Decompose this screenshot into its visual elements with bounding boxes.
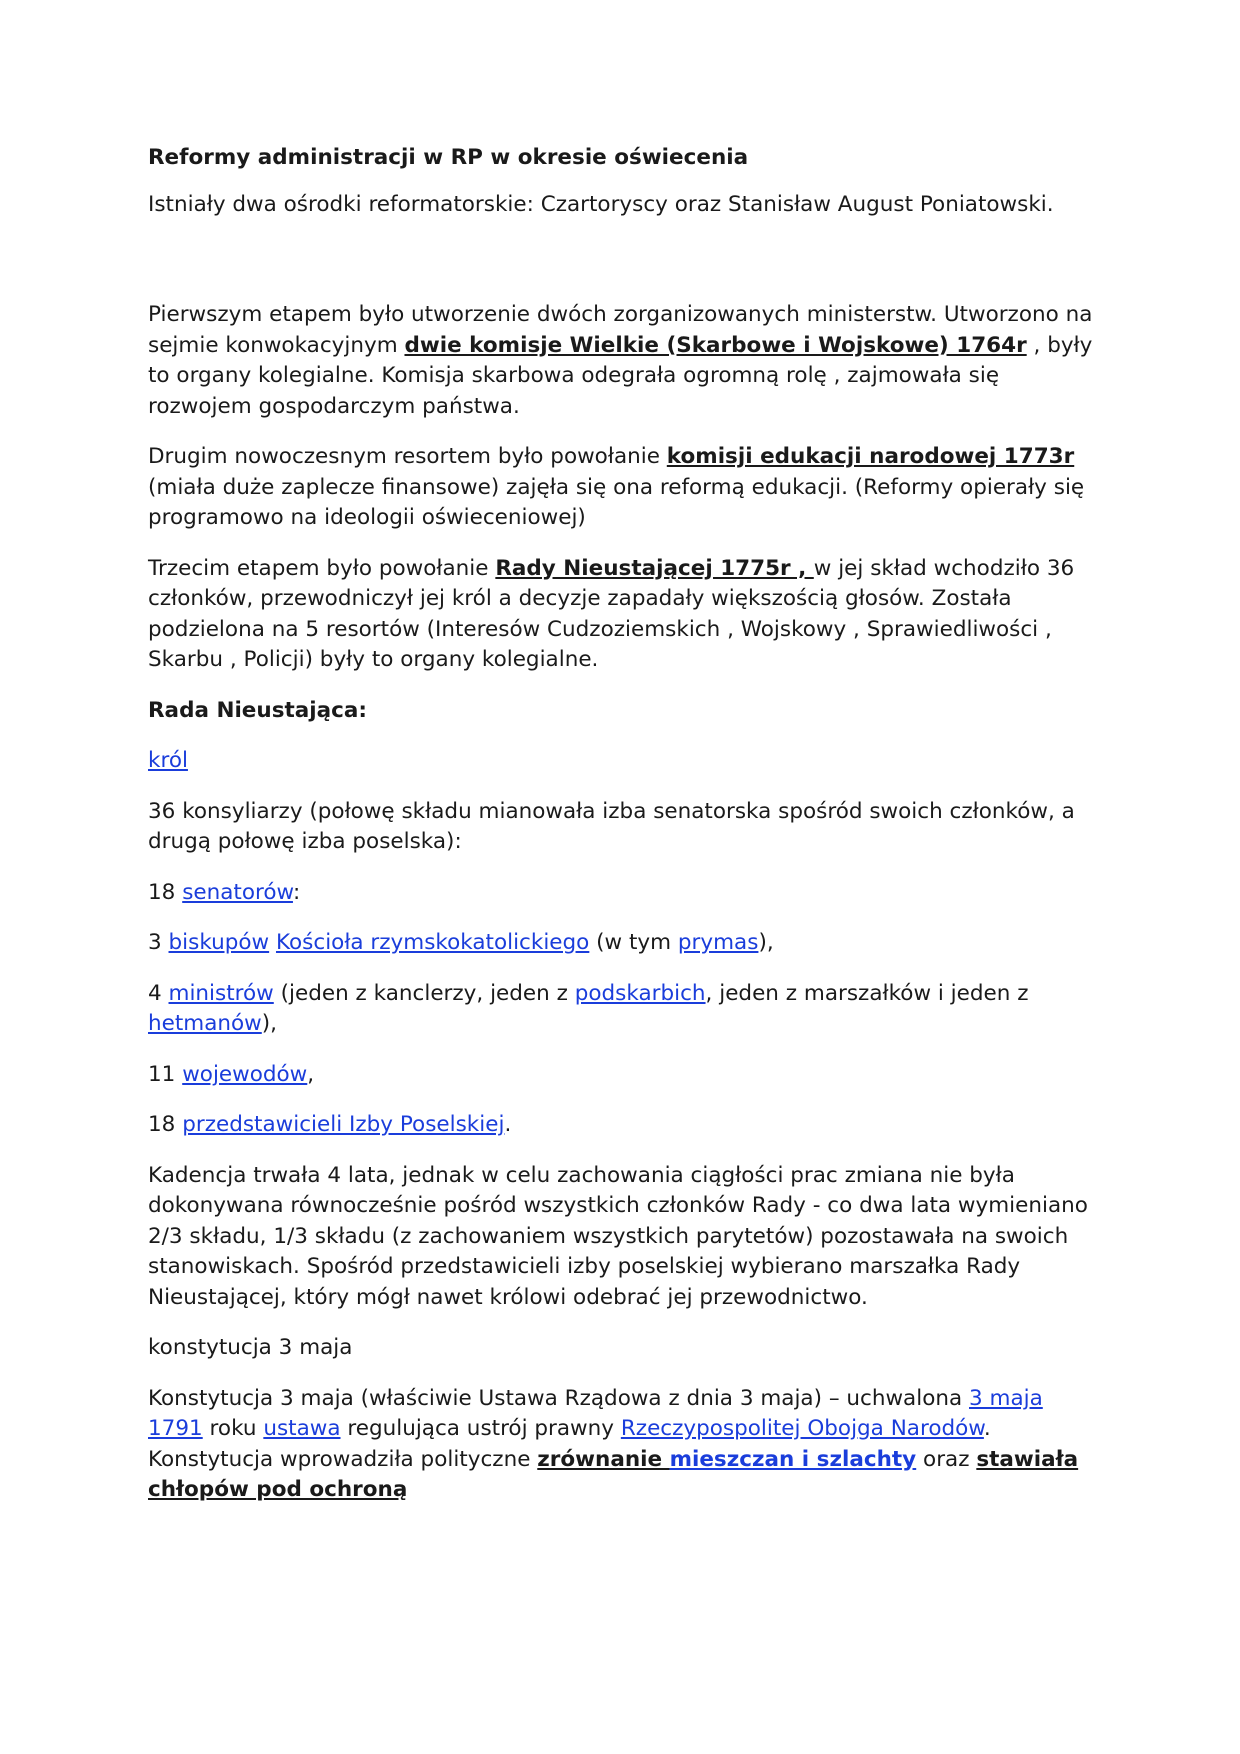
link-hetmanow[interactable]: hetmanów bbox=[148, 1011, 262, 1036]
link-rzeczypospolitej[interactable]: Rzeczypospolitej Obojga Narodów bbox=[620, 1416, 984, 1441]
paragraph-konstytucja: Konstytucja 3 maja (właściwie Ustawa Rządowa z dnia 3 maja) – uchwalona 3 maja 1791 roku ustawa regulująca ustrój prawny Rzeczypospolitej Obojga Narodów. Konstytucja wprowadziła polityczne zrównanie mieszczan i szlachty oraz stawiała chłopów pod ochroną bbox=[148, 1385, 1079, 1502]
link-1791[interactable]: 1791 bbox=[148, 1416, 203, 1441]
link-wojewodow[interactable]: wojewodów bbox=[182, 1061, 308, 1087]
paragraph-ken: Drugim nowoczesnym resortem było powołanie komisji edukacji narodowej 1773r (miała duże zaplecze finansowe) zajęła się ona reformą edukacji. (Reformy opierały się programowo na ideologii oświeceniowej) bbox=[148, 444, 1085, 530]
list-item-wojewodowie: 11 wojewodów, bbox=[148, 1061, 315, 1087]
paragraph-rada-nieustajaca: Trzecim etapem było powołanie Rady Nieustającej 1775r , w jej skład wchodziło 36 członków, przewodniczył jej król a decyzje zapadały większością głosów. Została podzielona na 5 resortów (Interesów Cudzoziemskich , Wojskowy , Sprawiedliwości , Skarbu , Policji) były to organy kolegialne. bbox=[148, 555, 1075, 672]
bold-stawiala-chlopow: stawiała chłopów pod ochroną bbox=[148, 1446, 1079, 1502]
list-item-senatorowie: 18 senatorów: bbox=[148, 879, 301, 905]
link-krol[interactable]: król bbox=[148, 748, 188, 773]
link-3-maja[interactable]: 3 maja bbox=[969, 1385, 1043, 1411]
bold-underlined-ken: komisji edukacji narodowej 1773r bbox=[666, 444, 1075, 469]
link-biskupow[interactable]: biskupów bbox=[168, 930, 270, 955]
section-heading-rada: Rada Nieustająca: bbox=[148, 697, 368, 723]
link-senatorow[interactable]: senatorów bbox=[182, 879, 293, 905]
paragraph-krol bbox=[148, 746, 1098, 777]
list-item-ministrowie: 4 ministrów (jeden z kanclerzy, jeden z podskarbich, jeden z marszałków i jeden z hetmanów), bbox=[148, 980, 1029, 1036]
list-item-przedstawiciele: 18 przedstawicieli Izby Poselskiej. bbox=[148, 1112, 512, 1137]
paragraph-komisje-wielkie: Pierwszym etapem było utworzenie dwóch zorganizowanych ministerstw. Utworzono na sejmie konwokacyjnym dwie komisje Wielkie (Skarbowe i Wojskowe) 1764r , były to organy kolegialne. Komisja skarbowa odegrała ogromną rolę , zajmowała się rozwojem gospodarczym państwa. bbox=[148, 302, 1093, 419]
document-title: Reformy administracji w RP w okresie oświecenia bbox=[148, 145, 749, 170]
link-kosciola[interactable]: Kościoła rzymskokatolickiego bbox=[275, 930, 590, 955]
paragraph-konstytucja-label: konstytucja 3 maja bbox=[148, 1335, 353, 1360]
intro-paragraph: Istniały dwa ośrodki reformatorskie: Czartoryscy oraz Stanisław August Poniatowski. bbox=[148, 191, 1054, 217]
paragraph-konsyliarze: 36 konsyliarzy (połowę składu mianowała izba senatorska spośród swoich członków, a drugą połowę izba poselska): bbox=[148, 798, 1075, 854]
bold-underlined-rada: Rady Nieustającej 1775r , bbox=[495, 555, 814, 581]
link-ustawa[interactable]: ustawa bbox=[263, 1416, 341, 1441]
link-izby-poselskiej[interactable]: przedstawicieli Izby Poselskiej bbox=[182, 1112, 505, 1137]
link-mieszczan-i-szlachty[interactable]: mieszczan i szlachty bbox=[669, 1446, 917, 1472]
link-podskarbich[interactable]: podskarbich bbox=[574, 980, 706, 1006]
blank-space bbox=[148, 240, 1098, 300]
link-prymas[interactable]: prymas bbox=[677, 930, 759, 955]
link-ministrow[interactable]: ministrów bbox=[168, 980, 274, 1006]
bold-underlined-komisje: dwie komisje Wielkie (Skarbowe i Wojskowe) 1764r bbox=[404, 332, 1027, 358]
paragraph-kadencja: Kadencja trwała 4 lata, jednak w celu zachowania ciągłości prac zmiana nie była dokonywana równocześnie pośród wszystkich członków Rady - co dwa lata wymieniano 2/3 składu, 1/3 składu (z zachowaniem wszystkich parytetów) pozostawała na swoich stanowiskach. Spośród przedstawicieli izby poselskiej wybierano marszałka Rady Nieustającej, który mógł nawet królowi odebrać jej przewodnictwo. bbox=[148, 1162, 1088, 1310]
document-page bbox=[148, 143, 1098, 1526]
list-item-biskupi: 3 biskupów Kościoła rzymskokatolickiego (w tym prymas), bbox=[148, 930, 774, 955]
bold-zrownanie: zrównanie bbox=[537, 1446, 670, 1472]
